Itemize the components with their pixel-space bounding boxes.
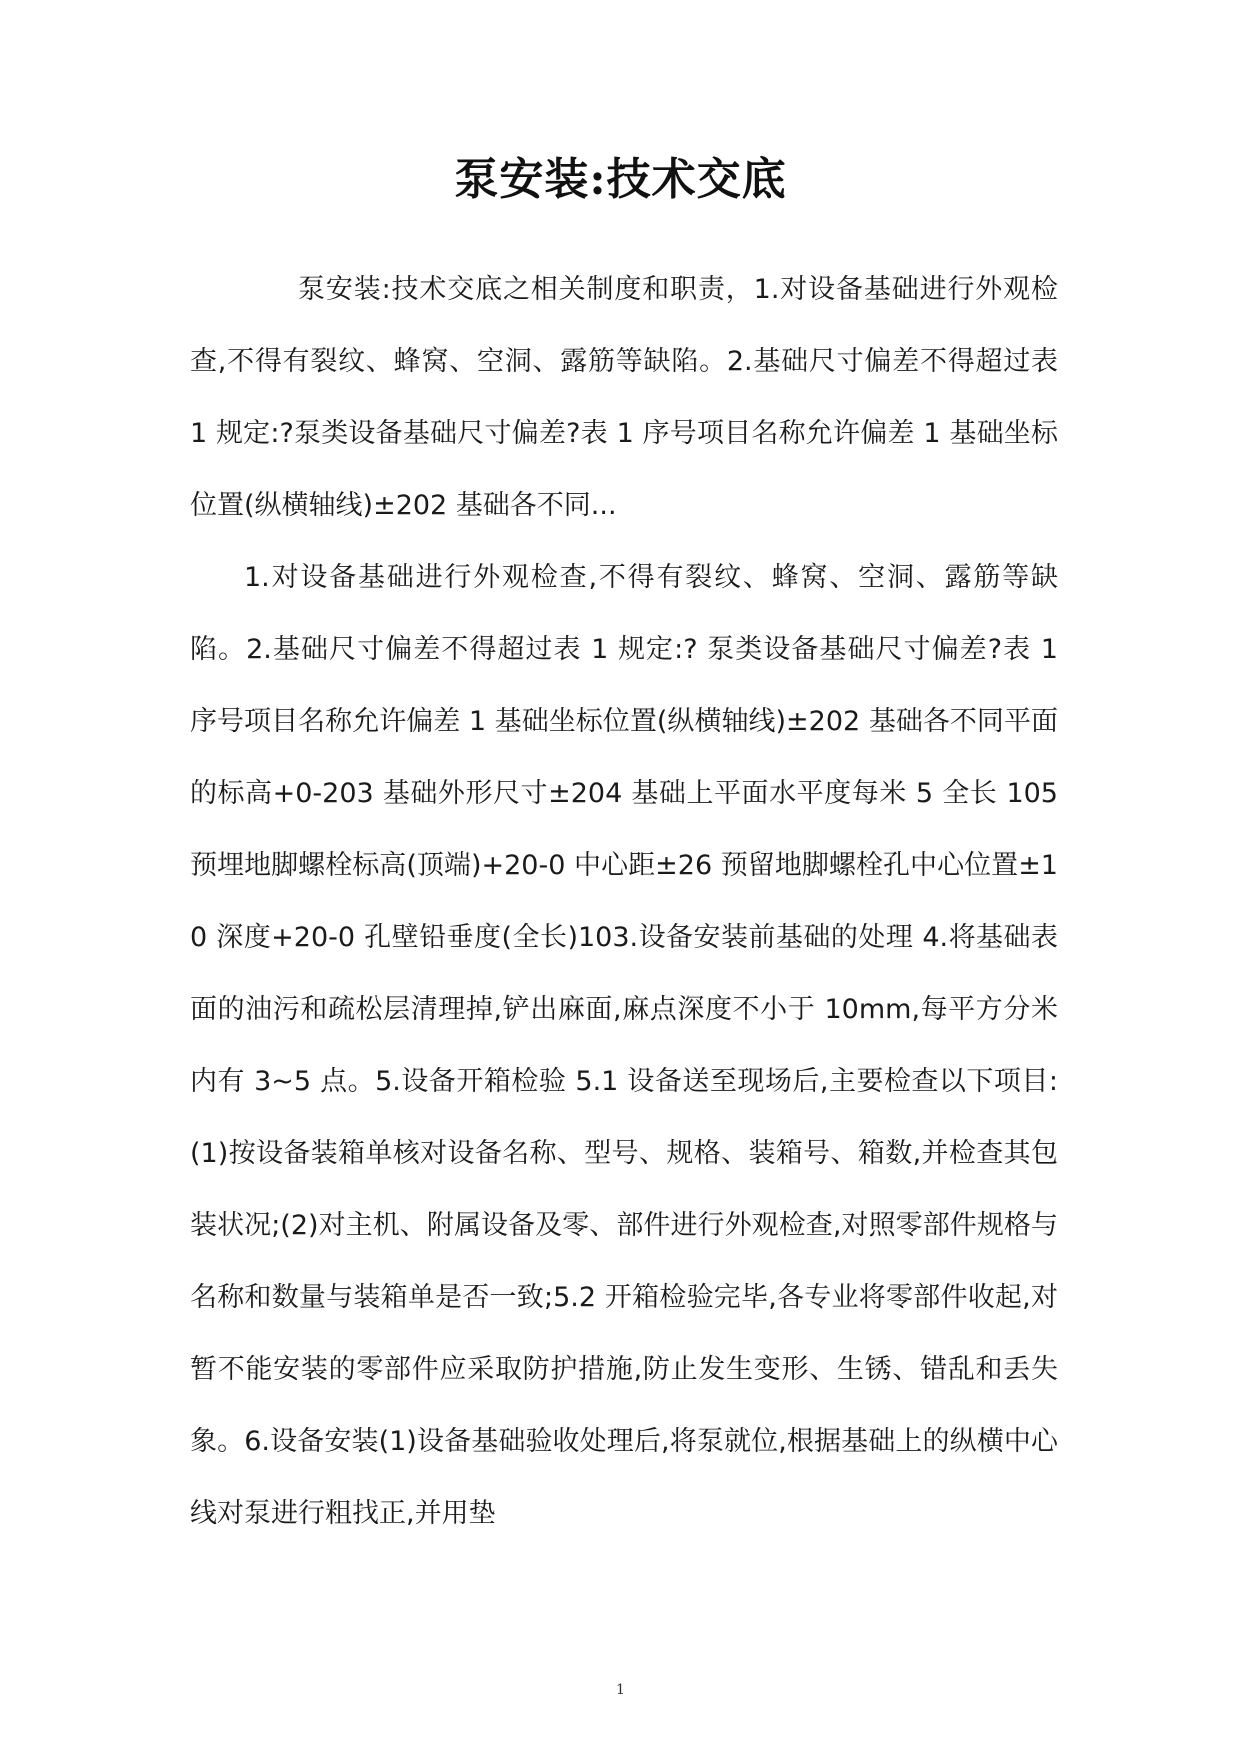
- summary-paragraph: 泵安装:技术交底之相关制度和职责，1.对设备基础进行外观检查,不得有裂纹、蜂窝、空洞、露筋等缺陷。2.基础尺寸偏差不得超过表 1 规定:?泵类设备基础尺寸偏差?表 1 序号项目名称允许偏差 1 基础坐标位置(纵横轴线)±202 基础各不同...: [190, 274, 1058, 521]
- document-body: [190, 254, 1058, 1550]
- page-number: 1: [616, 1682, 625, 1698]
- page-title: 泵安装:技术交底: [454, 154, 787, 205]
- main-paragraph: 1.对设备基础进行外观检查,不得有裂纹、蜂窝、空洞、露筋等缺陷。2.基础尺寸偏差不得超过表 1 规定:? 泵类设备基础尺寸偏差?表 1 序号项目名称允许偏差 1 基础坐标位置(纵横轴线)±202 基础各不同平面的标高+0-203 基础外形尺寸±204 基础上平面水平度每米 5 全长 105 预埋地脚螺栓标高(顶端)+20-0 中心距±26 预留地脚螺栓孔中心位置±10 深度+20-0 孔壁铅垂度(全长)103.设备安装前基础的处理 4.将基础表面的油污和疏松层清理掉,铲出麻面,麻点深度不小于 10mm,每平方分米内有 3~5 点。5.设备开箱检验 5.1 设备送至现场后,主要检查以下项目:(1)按设备装箱单核对设备名称、型号、规格、装箱号、箱数,并检查其包装状况;(2)对主机、附属设备及零、部件进行外观检查,对照零部件规格与名称和数量与装箱单是否一致;5.2 开箱检验完毕,各专业将零部件收起,对暂不能安装的零部件应采取防护措施,防止发生变形、生锈、错乱和丢失象。6.设备安装(1)设备基础验收处理后,将泵就位,根据基础上的纵横中心线对泵进行粗找正,并用垫: [190, 562, 1058, 1529]
